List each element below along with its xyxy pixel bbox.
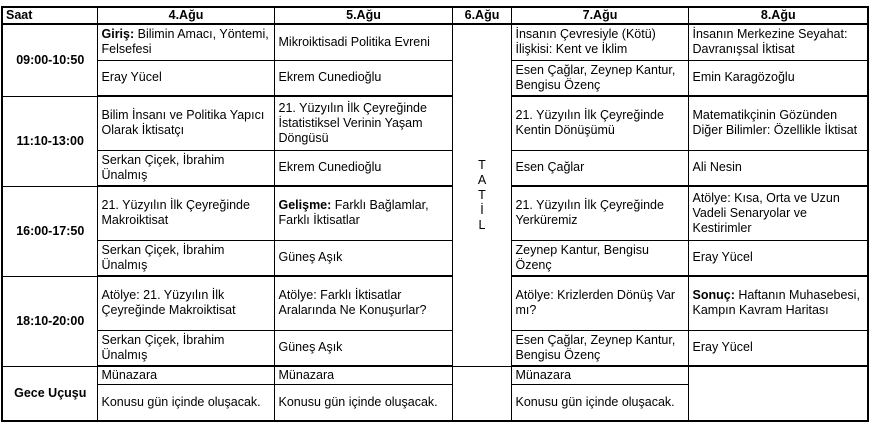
header-day-6: 6.Ağu [452, 7, 511, 24]
session-title [97, 96, 274, 150]
tatil-letter: T [478, 157, 486, 172]
session-speaker: Ali Nesin [688, 150, 868, 186]
session-title-text: Haftanın Muhasebesi, Kampın Kavram Haritası [692, 288, 860, 318]
session-speaker-row [2, 330, 868, 366]
session-title [688, 96, 868, 150]
session-speaker: Ekrem Cunedioğlu [274, 150, 452, 186]
session-title-text: Atölye: Farklı İktisatlar Aralarında Ne Konuşurlar? [278, 288, 427, 318]
time-slot-3: 18:10-20:00 [2, 276, 97, 366]
session-speaker: Esen Çağlar, Zeynep Kantur, Bengisu Özenç [511, 330, 688, 366]
session-title-text: Farklı Bağlamlar, Farklı İktisatlar [278, 198, 429, 228]
session-title [511, 96, 688, 150]
session-title-row [2, 24, 868, 60]
session-title [511, 186, 688, 240]
session-title-text: Bilim İnsanı ve Politika Yapıcı Olarak İktisatçı [101, 108, 265, 138]
session-prefix: Giriş: [101, 27, 135, 42]
night-note: Konusu gün içinde oluşacak. [511, 385, 688, 421]
session-prefix: Gelişme: [278, 198, 332, 213]
session-speaker: Güneş Aşık [274, 240, 452, 276]
session-speaker: Eray Yücel [97, 60, 274, 96]
time-slot-2: 16:00-17:50 [2, 186, 97, 276]
session-title-text: Atölye: 21. Yüzyılın İlk Çeyreğinde Makroiktisat [101, 288, 236, 318]
session-title-text: Matematikçinin Gözünden Diğer Bilimler: Özellikle İktisat [692, 108, 858, 138]
night-title: Münazara [274, 366, 452, 385]
session-title [511, 276, 688, 330]
session-title-text: Mikroiktisadi Politika Evreni [278, 34, 430, 49]
session-speaker: Zeynep Kantur, Bengisu Özenç [511, 240, 688, 276]
session-speaker: Eray Yücel [688, 330, 868, 366]
night-note: Konusu gün içinde oluşacak. [274, 385, 452, 421]
session-speaker: Serkan Çiçek, İbrahim Ünalmış [97, 330, 274, 366]
session-speaker: Güneş Aşık [274, 330, 452, 366]
tatil-letter: L [478, 217, 486, 232]
session-speaker: Serkan Çiçek, İbrahim Ünalmış [97, 150, 274, 186]
session-title [688, 24, 868, 60]
session-speaker: Emin Karagözoğlu [688, 60, 868, 96]
night-note: Konusu gün içinde oluşacak. [97, 385, 274, 421]
tatil-letter: İ [480, 202, 484, 217]
session-speaker: Ekrem Cunedioğlu [274, 60, 452, 96]
time-slot-0: 09:00-10:50 [2, 24, 97, 96]
session-speaker-row [2, 150, 868, 186]
tatil-column [452, 24, 511, 366]
session-title-text: 21. Yüzyılın İlk Çeyreğinde Yerküremiz [515, 198, 664, 228]
session-speaker: Serkan Çiçek, İbrahim Ünalmış [97, 240, 274, 276]
session-speaker-row [2, 240, 868, 276]
header-day-7: 7.Ağu [511, 7, 688, 24]
session-title-text: Atölye: Krizlerden Dönüş Var mı? [515, 288, 676, 318]
session-title [274, 186, 452, 240]
session-title [274, 24, 452, 60]
header-day-4: 4.Ağu [97, 7, 274, 24]
session-title [274, 276, 452, 330]
night-title-row [2, 366, 868, 385]
session-title-text: Bilimin Amacı, Yöntemi, Felsefesi [101, 27, 269, 57]
session-speaker: Esen Çağlar, Zeynep Kantur, Bengisu Özenç [511, 60, 688, 96]
session-title-text: 21. Yüzyılın İlk Çeyreğinde Makroiktisat [101, 198, 250, 228]
session-title-text: Atölye: Kısa, Orta ve Uzun Vadeli Senaryolar ve Kestirimler [692, 190, 840, 235]
session-title-text: İnsanın Çevresiyle (Kötü) İlişkisi: Kent ve İklim [515, 27, 656, 57]
header-day-8: 8.Ağu [688, 7, 868, 24]
time-slot-1: 11:10-13:00 [2, 96, 97, 186]
session-title [97, 276, 274, 330]
session-title [688, 276, 868, 330]
night-title: Münazara [97, 366, 274, 385]
time-slot-night: Gece Uçuşu [2, 366, 97, 421]
session-title [97, 186, 274, 240]
header-saat: Saat [2, 7, 97, 24]
session-title [274, 96, 452, 150]
schedule-table [1, 6, 869, 422]
session-speaker: Esen Çağlar [511, 150, 688, 186]
tatil-empty-cell [452, 366, 511, 421]
session-title-row [2, 186, 868, 240]
session-title [97, 24, 274, 60]
header-day-5: 5.Ağu [274, 7, 452, 24]
session-title-text: 21. Yüzyılın İlk Çeyreğinde İstatistiksel Verinin Yaşam Döngüsü [278, 100, 427, 145]
tatil-letter: T [478, 187, 486, 202]
session-prefix: Sonuç: [692, 288, 735, 303]
session-title [511, 24, 688, 60]
session-title [688, 186, 868, 240]
header-row [2, 7, 868, 24]
night-title: Münazara [511, 366, 688, 385]
session-title-text: İnsanın Merkezine Seyahat: Davranışsal İktisat [692, 27, 848, 57]
session-title-row [2, 276, 868, 330]
session-speaker: Eray Yücel [688, 240, 868, 276]
session-title-row [2, 96, 868, 150]
tatil-letter: A [477, 172, 487, 187]
empty-cell [688, 366, 868, 421]
session-speaker-row [2, 60, 868, 96]
session-title-text: 21. Yüzyılın İlk Çeyreğinde Kentin Dönüşümü [515, 108, 664, 138]
